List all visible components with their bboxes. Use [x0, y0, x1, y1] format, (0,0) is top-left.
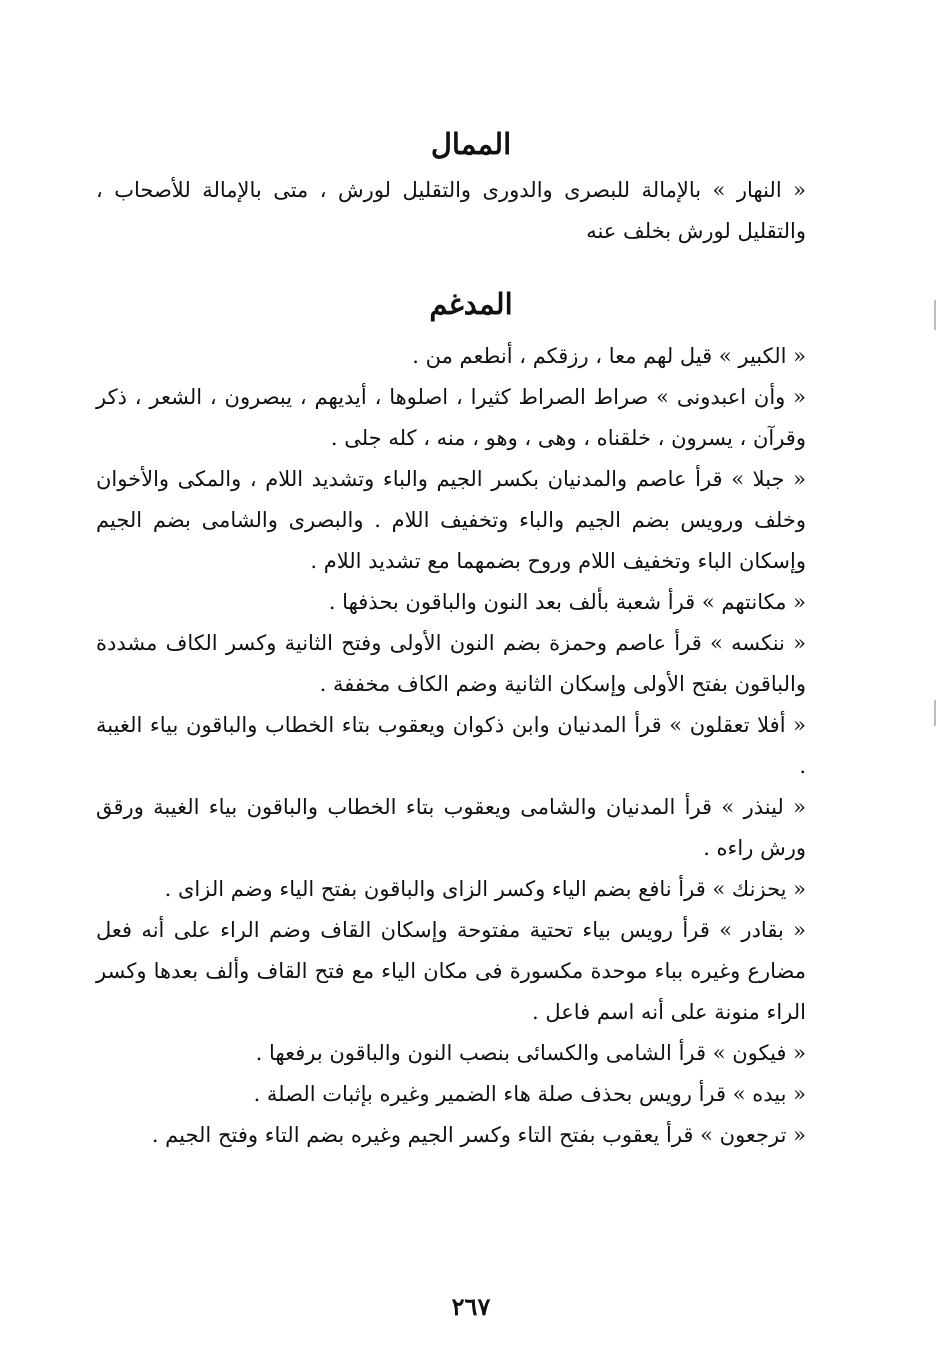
paragraph-idgham-10: « فيكون » قرأ الشامى والكسائى بنصب النون والباقون برفعها .	[255, 1041, 806, 1065]
paragraph-idgham-3: « جبلا » قرأ عاصم والمدنيان بكسر الجيم والباء وتشديد اللام ، والمكى والأخوان وخلف ورويس بضم الجيم والباء وتخفيف اللام . والبصرى والشامى بضم الجيم وإسكان الباء وتخفيف اللام وروح بضمهما مع تشديد اللام .	[96, 467, 806, 573]
paragraph-idgham-12: « ترجعون » قرأ يعقوب بفتح التاء وكسر الجيم وغيره بضم التاء وفتح الجيم .	[151, 1123, 806, 1147]
paragraph-idgham-6: « أفلا تعقلون » قرأ المدنيان وابن ذكوان ويعقوب بتاء الخطاب والباقون بياء الغيبة .	[96, 713, 806, 778]
section-title-imala: الممال	[430, 127, 512, 161]
scan-margin-mark	[934, 700, 936, 726]
paragraph-idgham-1: « الكبير » قيل لهم معا ، رزقكم ، أنطعم من .	[412, 344, 806, 368]
section-spacer	[96, 252, 846, 278]
paragraph-idgham-7: « لينذر » قرأ المدنيان والشامى ويعقوب بتاء الخطاب والباقون بياء الغيبة ورقق ورش راءه .	[96, 795, 806, 860]
paragraph-idgham-8: « يحزنك » قرأ نافع بضم الياء وكسر الزاى والباقون بفتح الياء وضم الزاى .	[164, 877, 806, 901]
paragraph-idgham-5: « ننكسه » قرأ عاصم وحمزة بضم النون الأولى وفتح الثانية وكسر الكاف مشددة والباقون بفتح الأولى وإسكان الثانية وضم الكاف مخففة .	[96, 631, 806, 696]
paragraph-idgham-2: « وأن اعبدونى » صراط الصراط كثيرا ، اصلوها ، أيديهم ، يبصرون ، الشعر ، ذكر وقرآن ، يسرون ، خلقناه ، وهى ، وهو ، منه ، كله جلى .	[96, 385, 806, 450]
paragraph-idgham-11: « بيده » قرأ رويس بحذف صلة هاء الضمير وغيره بإثبات الصلة .	[253, 1082, 806, 1106]
paragraph-idgham-9: « بقادر » قرأ رويس بياء تحتية مفتوحة وإسكان القاف وضم الراء على أنه فعل مضارع وغيره بباء موحدة مكسورة فى مكان الياء مع فتح القاف وألف بعدها وكسر الراء منونة على أنه اسم فاعل .	[96, 918, 806, 1024]
paragraph-idgham-4: « مكانتهم » قرأ شعبة بألف بعد النون والباقون بحذفها .	[328, 590, 806, 614]
scan-margin-mark	[934, 300, 936, 330]
paragraph-imala-1: « النهار » بالإمالة للبصرى والدورى والتقليل لورش ، متى بالإمالة للأصحاب ، والتقليل لورش بخلف عنه	[96, 178, 806, 243]
section-title-idgham: المدغم	[429, 287, 513, 321]
page-number: ٢٦٧	[451, 1292, 491, 1321]
